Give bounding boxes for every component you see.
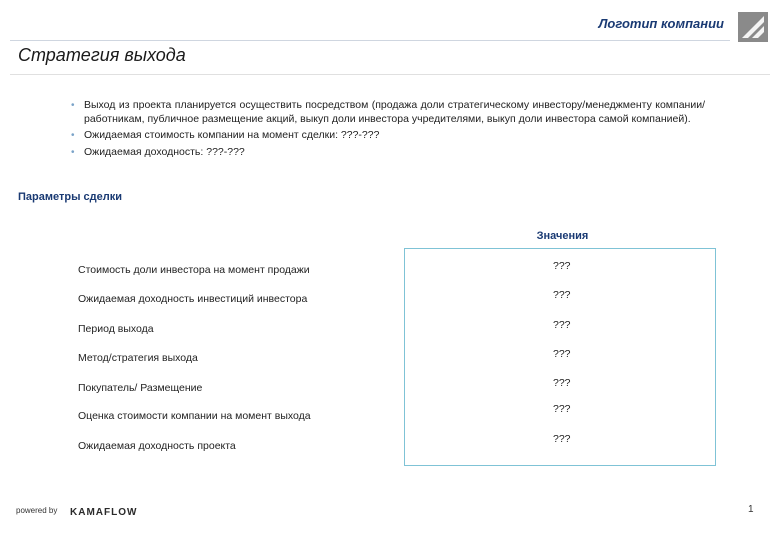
param-value: ??? xyxy=(553,319,571,331)
header-divider xyxy=(10,40,730,41)
bullet-dot-icon: • xyxy=(71,146,75,158)
section-title-deal-params: Параметры сделки xyxy=(18,191,123,203)
bullet-dot-icon: • xyxy=(71,130,75,141)
page-title: Стратегия выхода xyxy=(18,45,186,65)
param-label: Оценка стоимости компании на момент выхода xyxy=(78,410,311,422)
param-value: ??? xyxy=(553,289,571,301)
bullet-text: Ожидаемая стоимость компании на момент сделки: ???-??? xyxy=(84,129,380,141)
strategy-bullet-list xyxy=(70,99,705,162)
title-divider xyxy=(10,74,770,75)
param-label: Период выхода xyxy=(78,323,154,335)
values-column-header: Значения xyxy=(536,230,589,242)
page-number: 1 xyxy=(748,504,754,515)
bullet-dot-icon: • xyxy=(71,100,75,111)
param-label: Ожидаемая доходность инвестиций инвестора xyxy=(78,293,308,305)
powered-by-label: powered by xyxy=(16,506,58,515)
param-value: ??? xyxy=(553,260,571,272)
bullet-text: Ожидаемая доходность: ???-??? xyxy=(84,145,245,158)
param-value: ??? xyxy=(553,433,571,445)
bullet-item xyxy=(70,99,705,126)
brand-logo: KAMAFLOW xyxy=(70,507,138,518)
param-label: Покупатель/ Размещение xyxy=(78,382,203,394)
param-label: Ожидаемая доходность проекта xyxy=(78,440,236,452)
param-label: Стоимость доли инвестора на момент продажи xyxy=(78,264,310,276)
bullet-item xyxy=(70,146,705,160)
param-value: ??? xyxy=(553,377,571,389)
bullet-item xyxy=(70,129,705,143)
param-value: ??? xyxy=(553,403,571,415)
company-logo-icon xyxy=(738,12,768,42)
company-logo-text: Логотип компании xyxy=(598,16,724,31)
param-value: ??? xyxy=(553,348,571,360)
bullet-text: Выход из проекта планируется осуществить посредством (продажа доли стратегическому инвестору/менеджменту компании/ работникам, публичное размещение акций, выкуп доли инвестора учредителями, выкуп доли инвестора самой компанией). xyxy=(84,99,705,125)
param-label: Метод/стратегия выхода xyxy=(78,352,198,364)
